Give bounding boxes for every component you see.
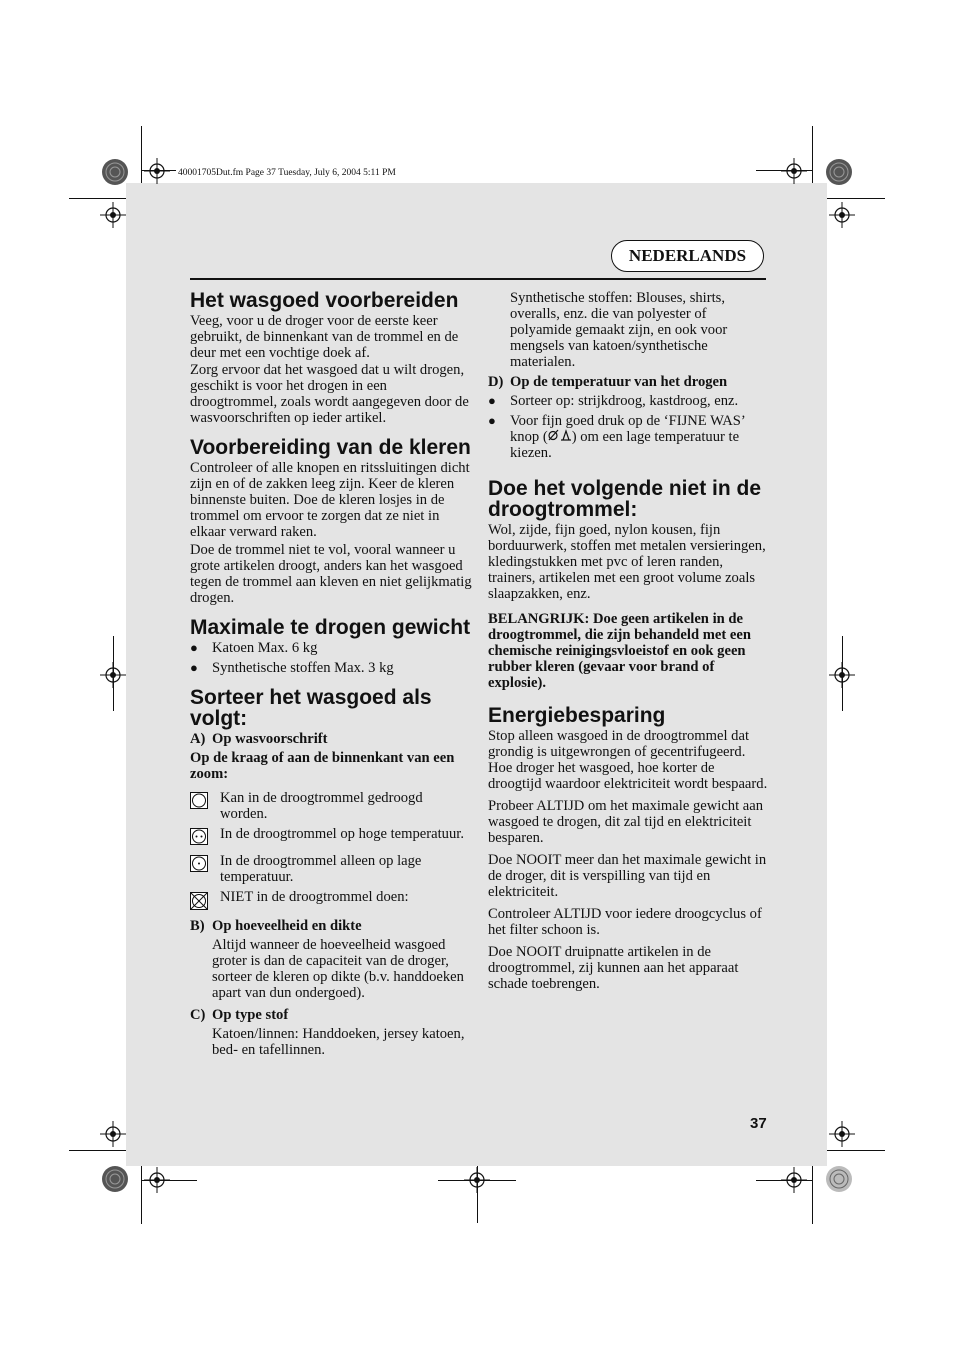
list-item: ● Katoen Max. 6 kg [190, 640, 318, 656]
trim-line-br-h [827, 1150, 885, 1151]
heading-maximale-te-drogen-gewicht: Maximale te drogen gewicht [190, 616, 471, 639]
care-symbol-row: NIET in de droogtrommel doen: [190, 889, 472, 914]
trim-line-br-v [812, 1166, 813, 1224]
bullet-icon: ● [190, 640, 198, 655]
paragraph: Wol, zijde, fijn goed, nylon kousen, fijn borduurwerk, stoffen met metalen versieringen, kledingstukken met pvc of leren randen, trainers, artikelen met een groot volume zoals slaapzakken, enz. [488, 522, 766, 602]
registration-mark-icon [99, 1120, 127, 1148]
care-symbol-row: In de droogtrommel op hoge temperatuur. [190, 826, 472, 849]
registration-mark-icon [143, 157, 171, 185]
delicate-wash-icon [548, 429, 572, 442]
subheading-a: A) Op wasvoorschrift [190, 731, 328, 747]
bullet-icon: ● [488, 413, 496, 428]
color-target-icon [101, 158, 129, 186]
care-symbol-row: Kan in de droogtrommel gedroogd worden. [190, 790, 472, 822]
trim-line-bl-v [141, 1166, 142, 1224]
tumble-dry-high-icon [190, 826, 220, 849]
language-badge: NEDERLANDS [611, 240, 764, 272]
trim-line-bl-h [69, 1150, 126, 1151]
paragraph: Doe de trommel niet te vol, vooral wanneer u grote artikelen droogt, anders kan het wasgoed tegen de trommel aan kleven en niet gelijkmatig drogen. [190, 542, 472, 606]
page-number: 37 [750, 1115, 767, 1132]
registration-mark-icon [828, 1120, 856, 1148]
list-item: ● Voor fijn goed druk op de ‘FIJNE WAS’ knop ( ) om een lage temperatuur te kiezen. [488, 413, 745, 461]
paragraph: Zorg ervoor dat het wasgoed dat u wilt drogen, geschikt is voor het drogen in een droogtrommel, zoals wordt aangegeven door de wasvoorschriften op ieder artikel. [190, 362, 469, 426]
subheading-b: B) Op hoeveelheid en dikte [190, 918, 362, 934]
list-item: ● Synthetische stoffen Max. 3 kg [190, 660, 394, 676]
file-info: 40001705Dut.fm Page 37 Tuesday, July 6, 2004 5:11 PM [178, 168, 396, 178]
paragraph: Synthetische stoffen: Blouses, shirts, overalls, enz. die van polyester of polyamide gemaakt zijn, en ook voor mengsels van katoen/synthetische materialen. [510, 290, 728, 370]
tumble-dry-icon [190, 790, 220, 813]
label-note: Op de kraag of aan de binnenkant van een zoom: [190, 750, 455, 782]
header-rule [190, 278, 766, 280]
right-column [488, 290, 768, 998]
do-not-tumble-dry-icon [190, 889, 220, 914]
color-target-icon [101, 1165, 129, 1193]
heading-voorbereiding-van-de-kleren: Voorbereiding van de kleren [190, 436, 471, 459]
bullet-icon: ● [190, 660, 198, 675]
registration-mark-icon [780, 1166, 808, 1194]
paragraph: Stop alleen wasgoed in de droogtrommel dat grondig is uitgewrongen of gecentrifugeerd. Hoe droger het wasgoed, hoe korter de droogtijd waardoor elektriciteit wordt bespaard. [488, 728, 768, 792]
subheading-c: C) Op type stof [190, 1007, 289, 1023]
subheading-d: D) Op de temperatuur van het drogen [488, 374, 728, 390]
heading-het-wasgoed-voorbereiden: Het wasgoed voorbereiden [190, 289, 459, 312]
heading-sorteer-het-wasgoed: Sorteer het wasgoed als volgt: [190, 686, 432, 730]
list-item: ● Sorteer op: strijkdroog, kastdroog, enz. [488, 393, 739, 409]
paragraph: Doe NOOIT druipnatte artikelen in de droogtrommel, zij kunnen aan het apparaat schade toebrengen. [488, 944, 739, 992]
paragraph: Katoen/linnen: Handdoeken, jersey katoen, bed- en tafellinnen. [212, 1026, 465, 1058]
warning-text: BELANGRIJK: Doe geen artikelen in de droogtrommel, die zijn behandeld met een chemische reinigingsvloeistof en ook geen rubber kleren (gevaar voor brand of explosie). [488, 611, 751, 691]
registration-mark-icon [828, 661, 856, 689]
registration-mark-icon [828, 201, 856, 229]
registration-mark-icon [99, 201, 127, 229]
paragraph: Veeg, voor u de droger voor de eerste keer gebruikt, de binnenkant van de trommel en de deur met een vochtige doek af. [190, 313, 459, 361]
heading-energiebesparing: Energiebesparing [488, 704, 666, 727]
registration-mark-icon [143, 1166, 171, 1194]
registration-mark-icon [99, 661, 127, 689]
color-target-icon [825, 1165, 853, 1193]
registration-mark-icon [780, 157, 808, 185]
paragraph: Controleer ALTIJD voor iedere droogcyclus of het filter schoon is. [488, 906, 762, 938]
trim-line-tr-v [812, 126, 813, 183]
paragraph: Controleer of alle knopen en ritssluitingen dicht zijn en of de zakken leeg zijn. Keer de kleren binnenste buiten. Doe de kleren losjes in de trommel om ervoor te zorgen dat ze niet in elkaar verward raken. [190, 460, 470, 540]
trim-line-tl-v [141, 126, 142, 183]
tumble-dry-low-icon [190, 853, 220, 876]
bullet-icon: ● [488, 393, 496, 408]
care-symbol-row: In de droogtrommel alleen op lage temperatuur. [190, 853, 472, 885]
trim-line-tr-h [827, 198, 885, 199]
color-target-icon [825, 158, 853, 186]
heading-doe-het-volgende-niet: Doe het volgende niet in de droogtrommel: [488, 477, 762, 521]
paragraph: Probeer ALTIJD om het maximale gewicht aan wasgoed te drogen, dit zal tijd en elektriciteit besparen. [488, 798, 764, 846]
paragraph: Doe NOOIT meer dan het maximale gewicht in de droger, dit is verspilling van tijd en elektriciteit. [488, 852, 767, 900]
registration-mark-icon [463, 1166, 491, 1194]
trim-line-tl-h [69, 198, 126, 199]
left-column [190, 290, 472, 1064]
paragraph: Altijd wanneer de hoeveelheid wasgoed groter is dan de capaciteit van de droger, sorteer de kleren op dikte (b.v. handdoeken apart van dun ondergoed). [212, 937, 464, 1001]
